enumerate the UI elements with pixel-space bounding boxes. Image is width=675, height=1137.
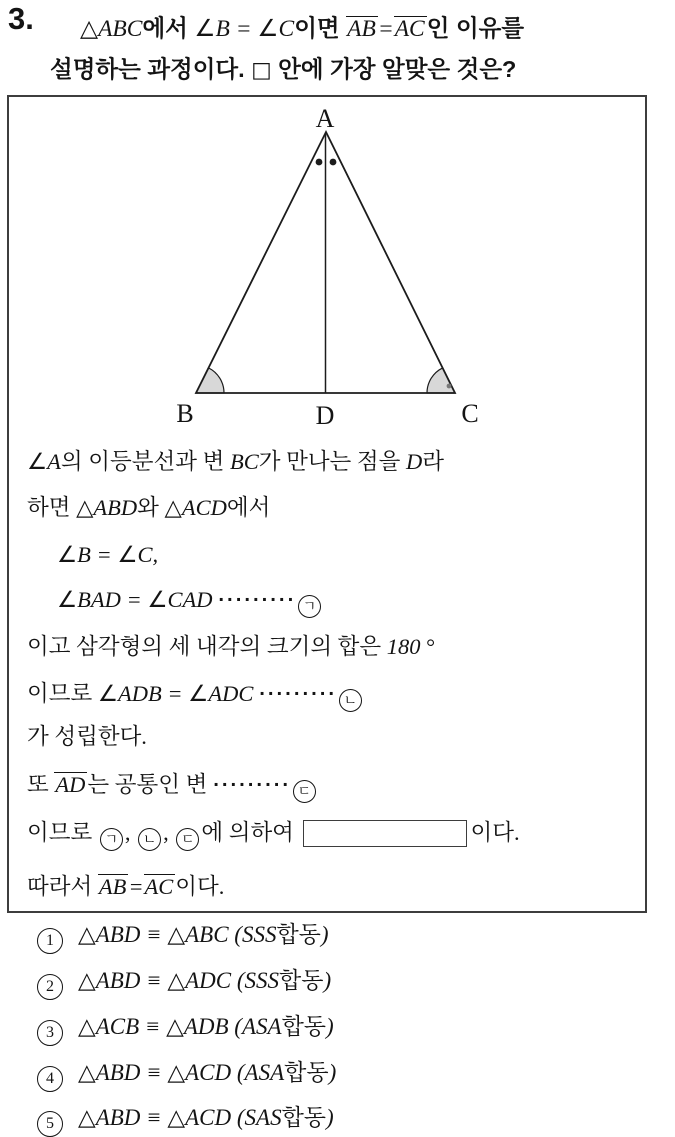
text-segment: 에 의하여 (201, 820, 300, 845)
choice-row-4 (37, 1058, 336, 1092)
text-segment: 인 이유를 (426, 15, 525, 41)
text-segment: ) (326, 1014, 334, 1039)
proof-line-1 (27, 447, 444, 477)
text-segment: = (377, 16, 394, 42)
vertex-label-a: A (315, 104, 335, 133)
text-segment: 이므로 (27, 681, 98, 706)
text-segment: 이다. (470, 820, 520, 845)
proof-line-3 (57, 540, 158, 570)
proof-box (7, 95, 647, 913)
circled-letter: ㄱ (298, 595, 321, 618)
text-segment: 가 만나는 점을 (258, 449, 407, 474)
text-segment: ) (326, 1105, 334, 1130)
choice-row-5 (37, 1103, 334, 1137)
text-segment: 와 (137, 495, 165, 520)
proof-line-7 (27, 722, 147, 752)
text-segment: 의 이등분선과 변 (60, 449, 230, 474)
text-segment: ∠ADB = ∠ADC (97, 681, 254, 706)
text-segment: ∠BAD = ∠CAD (57, 587, 213, 612)
text-segment: 안에 가장 알맞은 것은? (271, 56, 517, 82)
text-segment: ) (320, 922, 329, 947)
choice-number-2: 2 (37, 974, 63, 1000)
text-segment: △ABD ≡ △ACD (ASA (78, 1060, 285, 1085)
text-segment: AB (347, 16, 376, 42)
choice-row-2 (37, 966, 331, 1000)
text-segment: △ABD ≡ △ABC (SSS (78, 922, 277, 947)
question-line-1 (80, 9, 524, 43)
choice-number-3: 3 (37, 1020, 63, 1046)
proof-line-4 (57, 585, 323, 618)
choice-text-1 (78, 922, 329, 947)
vertex-label-c: C (461, 399, 479, 428)
text-segment: ········· (218, 590, 296, 609)
text-segment: ) (323, 968, 332, 993)
angle-c-mark (447, 384, 452, 389)
text-segment: △ABD ≡ △ACD (SAS (78, 1105, 282, 1130)
question-line-2 (50, 50, 516, 84)
text-segment: 가 성립한다. (27, 724, 147, 749)
angle-arc-b (196, 368, 224, 393)
circled-letter: ㄴ (339, 689, 362, 712)
proof-line-10 (27, 872, 224, 902)
text-segment: AC (144, 874, 174, 899)
proof-line-9 (27, 818, 520, 851)
choice-text-2 (78, 968, 331, 993)
text-segment: 에서 (142, 15, 195, 41)
text-segment: △ACB ≡ △ADB (ASA (78, 1014, 282, 1039)
choice-number-5: 5 (37, 1111, 63, 1137)
text-segment: ∠B = ∠C, (57, 542, 159, 567)
choice-number-4: 4 (37, 1066, 63, 1092)
text-segment: 이고 삼각형의 세 내각의 크기의 합은 (27, 634, 387, 659)
circled-letter: ㄷ (176, 828, 199, 851)
vertex-label-b: B (176, 399, 194, 428)
text-segment: ∠B = ∠C (194, 16, 295, 42)
triangle-figure (9, 97, 645, 435)
text-segment: 라 (422, 449, 445, 474)
proof-line-5 (27, 632, 435, 662)
choice-row-1 (37, 920, 329, 954)
text-segment: △ABD (76, 495, 138, 520)
text-segment: △ABC (80, 16, 143, 42)
text-segment: AD (55, 772, 86, 797)
text-segment: 합동 (281, 1105, 327, 1130)
text-segment: △ABD ≡ △ADC (SSS (78, 968, 280, 993)
text-segment: ∠A (27, 449, 61, 474)
text-segment: BC (229, 449, 259, 474)
text-segment: ········· (212, 775, 291, 794)
circled-letter: ㄷ (293, 780, 316, 803)
text-segment: 에서 (226, 495, 271, 520)
text-segment: 하면 (27, 495, 77, 520)
text-segment: △ACD (164, 495, 227, 520)
text-segment: ········· (258, 684, 337, 703)
text-segment: ° (420, 634, 436, 659)
choice-row-3 (37, 1012, 334, 1046)
vertex-label-d: D (315, 401, 335, 430)
problem-number: 3. (8, 1, 34, 36)
text-segment: , (163, 820, 175, 845)
answer-blank-box (303, 820, 467, 847)
text-segment: AC (394, 16, 425, 42)
proof-line-8 (27, 770, 318, 803)
text-segment: ) (328, 1060, 337, 1085)
angle-arc-c (427, 368, 455, 393)
text-segment: 합동 (276, 922, 321, 947)
text-segment: 설명하는 과정이다. (50, 56, 252, 82)
text-segment: 이면 (294, 15, 347, 41)
text-segment: 따라서 (27, 874, 98, 899)
choice-number-1: 1 (37, 928, 63, 954)
text-segment: 는 공통인 변 (87, 772, 213, 797)
text-segment: 이다. (175, 874, 225, 899)
choice-text-4 (78, 1060, 336, 1085)
text-segment: 합동 (281, 1014, 326, 1039)
text-segment: , (124, 820, 137, 845)
circled-letter: ㄴ (138, 828, 161, 851)
text-segment: D (406, 449, 423, 474)
text-segment: 합동 (284, 1060, 329, 1085)
circled-letter: ㄱ (100, 828, 123, 851)
proof-line-2 (27, 493, 270, 523)
text-segment: 180 (386, 634, 421, 659)
choice-text-3 (78, 1014, 334, 1039)
text-segment: AB (98, 874, 127, 899)
text-segment: 합동 (279, 968, 324, 993)
text-segment: □ (251, 58, 272, 83)
text-segment: = (128, 874, 144, 899)
text-segment: 또 (27, 772, 55, 797)
choice-text-5 (78, 1105, 334, 1130)
text-segment: 이므로 (27, 820, 98, 845)
proof-line-6 (27, 679, 364, 712)
